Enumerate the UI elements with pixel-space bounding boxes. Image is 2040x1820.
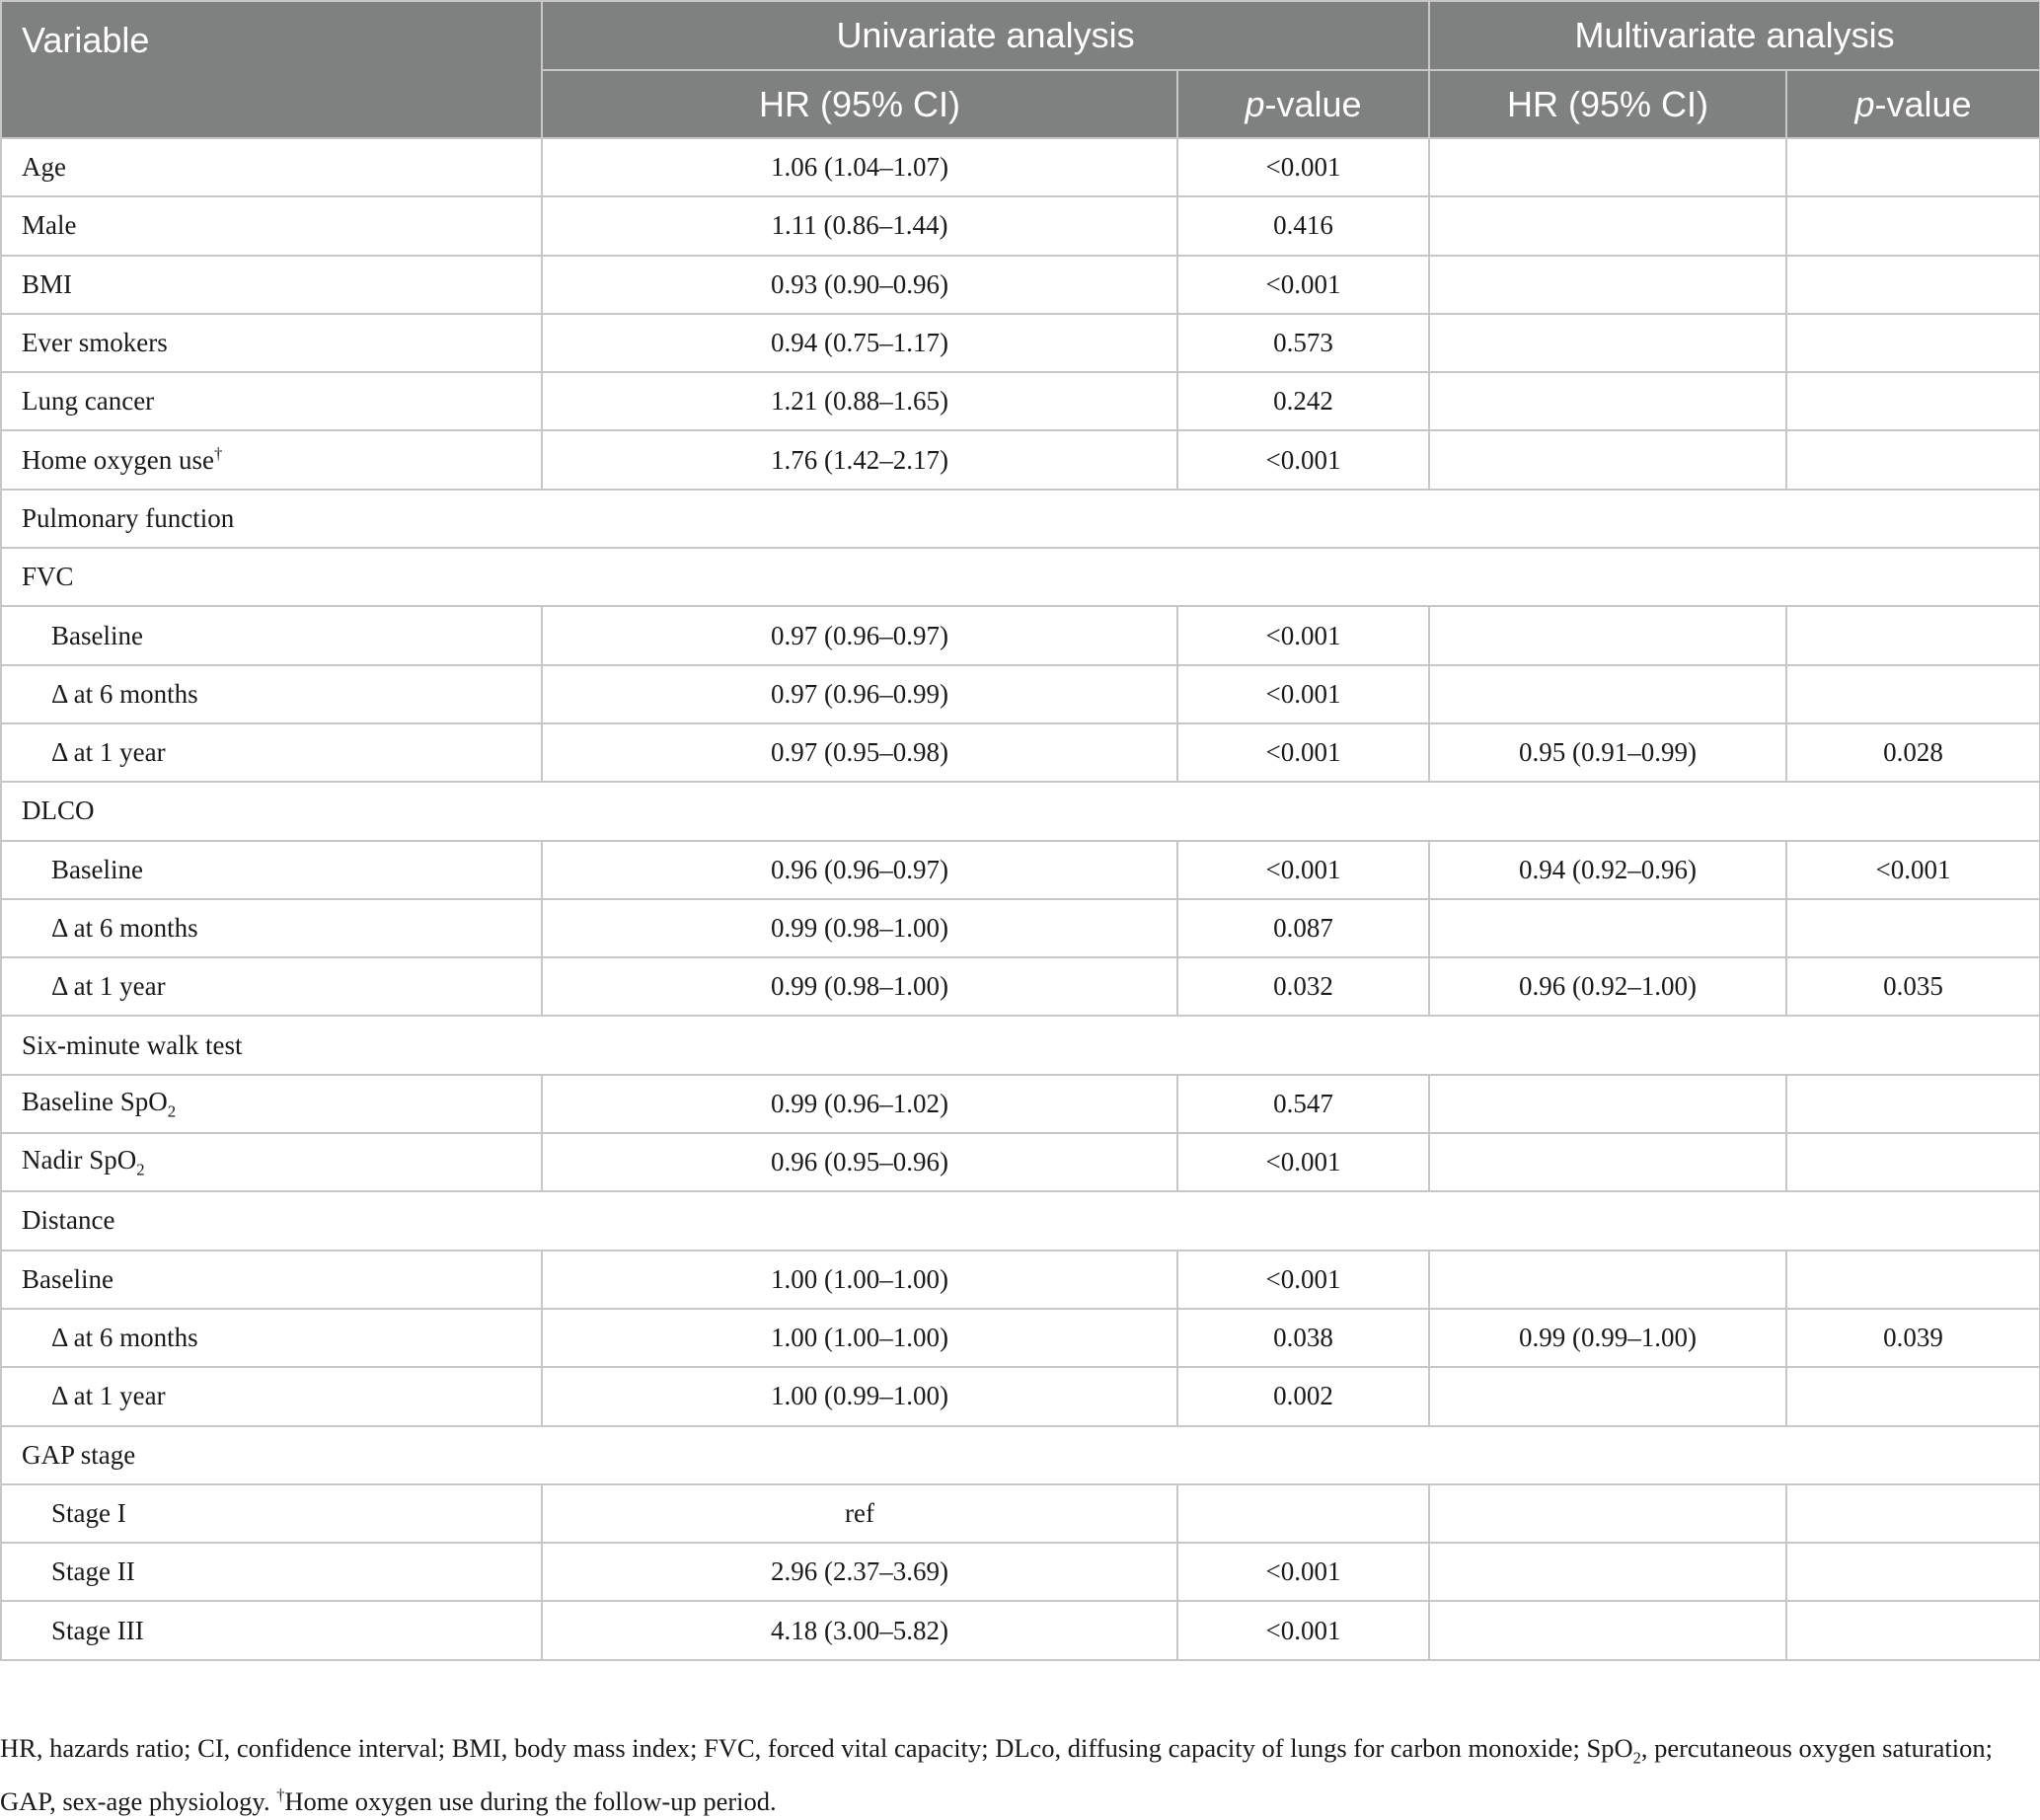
multivariate-hr-cell bbox=[1429, 430, 1786, 489]
multivariate-hr-cell bbox=[1429, 1601, 1786, 1659]
row-label: Baseline bbox=[1, 841, 542, 899]
row-label: Δ at 1 year bbox=[1, 957, 542, 1016]
univariate-hr-cell: 1.76 (1.42–2.17) bbox=[542, 430, 1177, 489]
table-row bbox=[1, 723, 2040, 782]
univariate-hr-cell: 0.97 (0.95–0.98) bbox=[542, 723, 1177, 782]
row-label: Nadir SpO$_2$ bbox=[1, 1133, 542, 1191]
section-row bbox=[1, 1191, 2040, 1250]
row-label: Stage I bbox=[1, 1484, 542, 1543]
multivariate-hr-cell bbox=[1429, 314, 1786, 372]
table-row bbox=[1, 372, 2040, 430]
table-row bbox=[1, 957, 2040, 1016]
univariate-hr-cell: 2.96 (2.37–3.69) bbox=[542, 1543, 1177, 1601]
univariate-p-header: p-value bbox=[1177, 70, 1429, 138]
univariate-header: Univariate analysis bbox=[542, 1, 1429, 70]
univariate-p-cell: <0.001 bbox=[1177, 606, 1429, 664]
univariate-p-cell: <0.001 bbox=[1177, 665, 1429, 723]
row-label: Lung cancer bbox=[1, 372, 542, 430]
univariate-p-cell: 0.573 bbox=[1177, 314, 1429, 372]
row-label: Baseline bbox=[1, 606, 542, 664]
variable-header: Variable bbox=[1, 1, 542, 138]
multivariate-hr-cell bbox=[1429, 138, 1786, 196]
multivariate-hr-cell bbox=[1429, 1251, 1786, 1309]
section-row bbox=[1, 490, 2040, 548]
multivariate-p-cell: <0.001 bbox=[1786, 841, 2040, 899]
row-label: Age bbox=[1, 138, 542, 196]
table-row bbox=[1, 841, 2040, 899]
multivariate-hr-cell bbox=[1429, 1133, 1786, 1191]
multivariate-p-cell bbox=[1786, 1075, 2040, 1133]
multivariate-p-cell bbox=[1786, 196, 2040, 255]
table-body bbox=[1, 138, 2040, 1660]
table-row bbox=[1, 196, 2040, 255]
multivariate-p-cell: 0.039 bbox=[1786, 1309, 2040, 1367]
row-label: Home oxygen use† bbox=[1, 430, 542, 489]
multivariate-hr-cell: 0.96 (0.92–1.00) bbox=[1429, 957, 1786, 1016]
univariate-p-cell: <0.001 bbox=[1177, 1251, 1429, 1309]
univariate-p-cell: 0.416 bbox=[1177, 196, 1429, 255]
section-row bbox=[1, 548, 2040, 606]
univariate-hr-cell: 1.00 (1.00–1.00) bbox=[542, 1251, 1177, 1309]
univariate-hr-cell: 0.99 (0.98–1.00) bbox=[542, 899, 1177, 957]
univariate-p-cell: 0.547 bbox=[1177, 1075, 1429, 1133]
multivariate-hr-cell bbox=[1429, 1484, 1786, 1543]
row-label: Δ at 6 months bbox=[1, 1309, 542, 1367]
section-row bbox=[1, 1426, 2040, 1484]
table-row bbox=[1, 1133, 2040, 1191]
univariate-p-cell: 0.032 bbox=[1177, 957, 1429, 1016]
univariate-p-cell: <0.001 bbox=[1177, 138, 1429, 196]
table-row bbox=[1, 665, 2040, 723]
table-row bbox=[1, 314, 2040, 372]
row-label: Ever smokers bbox=[1, 314, 542, 372]
section-label: GAP stage bbox=[1, 1426, 2040, 1484]
multivariate-hr-cell: 0.99 (0.99–1.00) bbox=[1429, 1309, 1786, 1367]
row-label: Baseline SpO$_2$ bbox=[1, 1075, 542, 1133]
row-label: Male bbox=[1, 196, 542, 255]
table-row bbox=[1, 899, 2040, 957]
multivariate-p-cell bbox=[1786, 1367, 2040, 1425]
univariate-hr-cell: ref bbox=[542, 1484, 1177, 1543]
multivariate-p-cell bbox=[1786, 314, 2040, 372]
section-label: Pulmonary function bbox=[1, 490, 2040, 548]
multivariate-p-cell bbox=[1786, 430, 2040, 489]
univariate-hr-cell: 0.99 (0.96–1.02) bbox=[542, 1075, 1177, 1133]
multivariate-hr-cell bbox=[1429, 1367, 1786, 1425]
univariate-hr-cell: 1.06 (1.04–1.07) bbox=[542, 138, 1177, 196]
table-row bbox=[1, 1367, 2040, 1425]
univariate-p-cell: <0.001 bbox=[1177, 430, 1429, 489]
table-row bbox=[1, 1543, 2040, 1601]
multivariate-hr-cell: 0.95 (0.91–0.99) bbox=[1429, 723, 1786, 782]
row-label: Baseline bbox=[1, 1251, 542, 1309]
multivariate-hr-cell bbox=[1429, 1543, 1786, 1601]
multivariate-hr-cell bbox=[1429, 372, 1786, 430]
section-label: Distance bbox=[1, 1191, 2040, 1250]
univariate-hr-cell: 1.00 (1.00–1.00) bbox=[542, 1309, 1177, 1367]
multivariate-p-cell: 0.028 bbox=[1786, 723, 2040, 782]
multivariate-p-cell bbox=[1786, 372, 2040, 430]
section-row bbox=[1, 1016, 2040, 1074]
multivariate-hr-cell bbox=[1429, 1075, 1786, 1133]
multivariate-p-header: p-value bbox=[1786, 70, 2040, 138]
univariate-p-cell bbox=[1177, 1484, 1429, 1543]
multivariate-p-cell bbox=[1786, 665, 2040, 723]
table-row bbox=[1, 430, 2040, 489]
univariate-p-cell: 0.087 bbox=[1177, 899, 1429, 957]
multivariate-p-cell: 0.035 bbox=[1786, 957, 2040, 1016]
multivariate-hr-cell bbox=[1429, 256, 1786, 314]
row-label: BMI bbox=[1, 256, 542, 314]
multivariate-hr-cell: 0.94 (0.92–0.96) bbox=[1429, 841, 1786, 899]
multivariate-p-cell bbox=[1786, 899, 2040, 957]
univariate-hr-cell: 0.93 (0.90–0.96) bbox=[542, 256, 1177, 314]
multivariate-p-cell bbox=[1786, 606, 2040, 664]
table-row bbox=[1, 1601, 2040, 1659]
univariate-hr-header: HR (95% CI) bbox=[542, 70, 1177, 138]
row-label: Δ at 1 year bbox=[1, 723, 542, 782]
univariate-hr-cell: 0.97 (0.96–0.99) bbox=[542, 665, 1177, 723]
multivariate-header: Multivariate analysis bbox=[1429, 1, 2040, 70]
multivariate-p-cell bbox=[1786, 138, 2040, 196]
multivariate-hr-cell bbox=[1429, 196, 1786, 255]
table-row bbox=[1, 1309, 2040, 1367]
multivariate-hr-header: HR (95% CI) bbox=[1429, 70, 1786, 138]
univariate-p-cell: <0.001 bbox=[1177, 1543, 1429, 1601]
univariate-p-cell: <0.001 bbox=[1177, 1133, 1429, 1191]
section-label: DLCO bbox=[1, 782, 2040, 840]
multivariate-p-cell bbox=[1786, 1133, 2040, 1191]
row-label: Δ at 6 months bbox=[1, 899, 542, 957]
univariate-p-cell: <0.001 bbox=[1177, 841, 1429, 899]
univariate-hr-cell: 0.96 (0.95–0.96) bbox=[542, 1133, 1177, 1191]
multivariate-p-cell bbox=[1786, 1484, 2040, 1543]
table-row bbox=[1, 1484, 2040, 1543]
univariate-p-cell: <0.001 bbox=[1177, 256, 1429, 314]
row-label: Stage II bbox=[1, 1543, 542, 1601]
multivariate-p-cell bbox=[1786, 256, 2040, 314]
table-row bbox=[1, 1075, 2040, 1133]
univariate-p-cell: <0.001 bbox=[1177, 723, 1429, 782]
univariate-hr-cell: 1.21 (0.88–1.65) bbox=[542, 372, 1177, 430]
multivariate-p-cell bbox=[1786, 1543, 2040, 1601]
univariate-p-cell: 0.002 bbox=[1177, 1367, 1429, 1425]
table-header bbox=[1, 1, 2040, 138]
section-label: Six-minute walk test bbox=[1, 1016, 2040, 1074]
multivariate-hr-cell bbox=[1429, 606, 1786, 664]
univariate-hr-cell: 1.11 (0.86–1.44) bbox=[542, 196, 1177, 255]
univariate-hr-cell: 0.99 (0.98–1.00) bbox=[542, 957, 1177, 1016]
table-footnote: HR, hazards ratio; CI, confidence interval; BMI, body mass index; FVC, forced vital capacity; DLco, diffusing capacity of lungs for carbon monoxide; SpO$_2$, percutaneous oxygen saturation; GAP, sex-age physiology. †Home oxygen use during the follow-up period. bbox=[0, 1733, 1994, 1817]
multivariate-p-cell bbox=[1786, 1601, 2040, 1659]
section-row bbox=[1, 782, 2040, 840]
univariate-hr-cell: 0.97 (0.96–0.97) bbox=[542, 606, 1177, 664]
univariate-hr-cell: 1.00 (0.99–1.00) bbox=[542, 1367, 1177, 1425]
table-row bbox=[1, 256, 2040, 314]
multivariate-hr-cell bbox=[1429, 899, 1786, 957]
section-label: FVC bbox=[1, 548, 2040, 606]
multivariate-p-cell bbox=[1786, 1251, 2040, 1309]
table-row bbox=[1, 1251, 2040, 1309]
univariate-p-cell: <0.001 bbox=[1177, 1601, 1429, 1659]
row-label: Δ at 6 months bbox=[1, 665, 542, 723]
univariate-hr-cell: 0.94 (0.75–1.17) bbox=[542, 314, 1177, 372]
univariate-p-cell: 0.038 bbox=[1177, 1309, 1429, 1367]
row-label: Stage III bbox=[1, 1601, 542, 1659]
multivariate-hr-cell bbox=[1429, 665, 1786, 723]
univariate-p-cell: 0.242 bbox=[1177, 372, 1429, 430]
univariate-hr-cell: 0.96 (0.96–0.97) bbox=[542, 841, 1177, 899]
table-row bbox=[1, 138, 2040, 196]
row-label: Δ at 1 year bbox=[1, 1367, 542, 1425]
univariate-hr-cell: 4.18 (3.00–5.82) bbox=[542, 1601, 1177, 1659]
table-row bbox=[1, 606, 2040, 664]
